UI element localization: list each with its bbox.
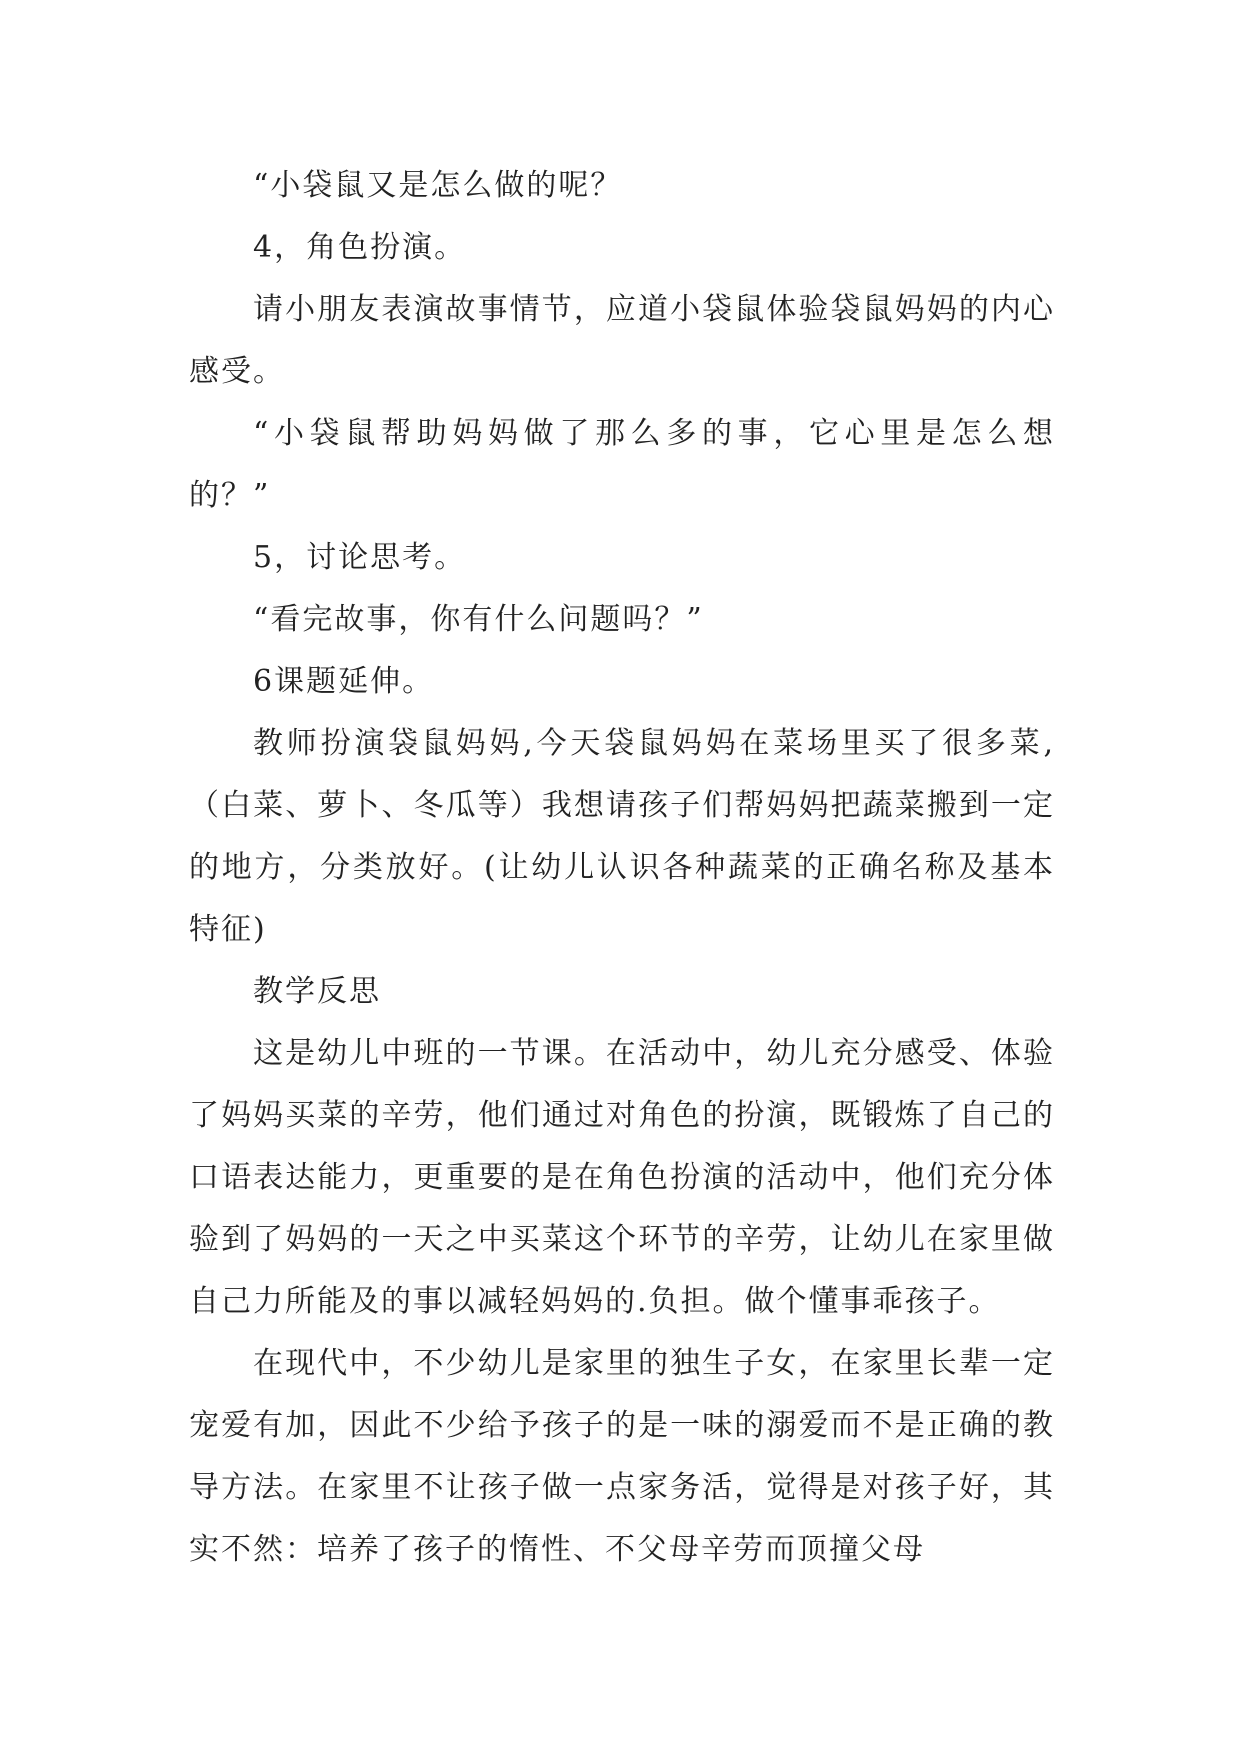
paragraph-3: 请小朋友表演故事情节，应道小袋鼠体验袋鼠妈妈的内心感受。 [189, 292, 1055, 389]
paragraph-2: 4，角色扮演。 [253, 230, 467, 265]
paragraph-7: 6课题延伸。 [253, 664, 435, 699]
paragraph-9: 这是幼儿中班的一节课。在活动中，幼儿充分感受、体验了妈妈买菜的辛劳，他们通过对角色的扮演，既锻炼了自己的口语表达能力，更重要的是在角色扮演的活动中，他们充分体验到了妈妈的一天之中买菜这个环节的辛劳，让幼儿在家里做自己力所能及的事以减轻妈妈的.负担。做个懂事乖孩子。 [189, 1036, 1055, 1319]
document-body [189, 155, 1055, 1581]
paragraph-5: 5，讨论思考。 [253, 540, 467, 575]
section-heading: 教学反思 [253, 974, 381, 1009]
paragraph-6: “看完故事，你有什么问题吗？” [253, 602, 704, 637]
paragraph-4: “小袋鼠帮助妈妈做了那么多的事，它心里是怎么想的？” [189, 416, 1055, 513]
paragraph-10: 在现代中，不少幼儿是家里的独生子女，在家里长辈一定宠爱有加，因此不少给予孩子的是一味的溺爱而不是正确的教导方法。在家里不让孩子做一点家务活，觉得是对孩子好，其实不然：培养了孩子的惰性、不父母辛劳而顶撞父母 [189, 1346, 1055, 1567]
paragraph-8: 教师扮演袋鼠妈妈,今天袋鼠妈妈在菜场里买了很多菜,（白菜、萝卜、冬瓜等）我想请孩子们帮妈妈把蔬菜搬到一定的地方，分类放好。(让幼儿认识各种蔬菜的正确名称及基本特征) [189, 726, 1055, 947]
paragraph-1: “小袋鼠又是怎么做的呢？ [253, 168, 623, 203]
